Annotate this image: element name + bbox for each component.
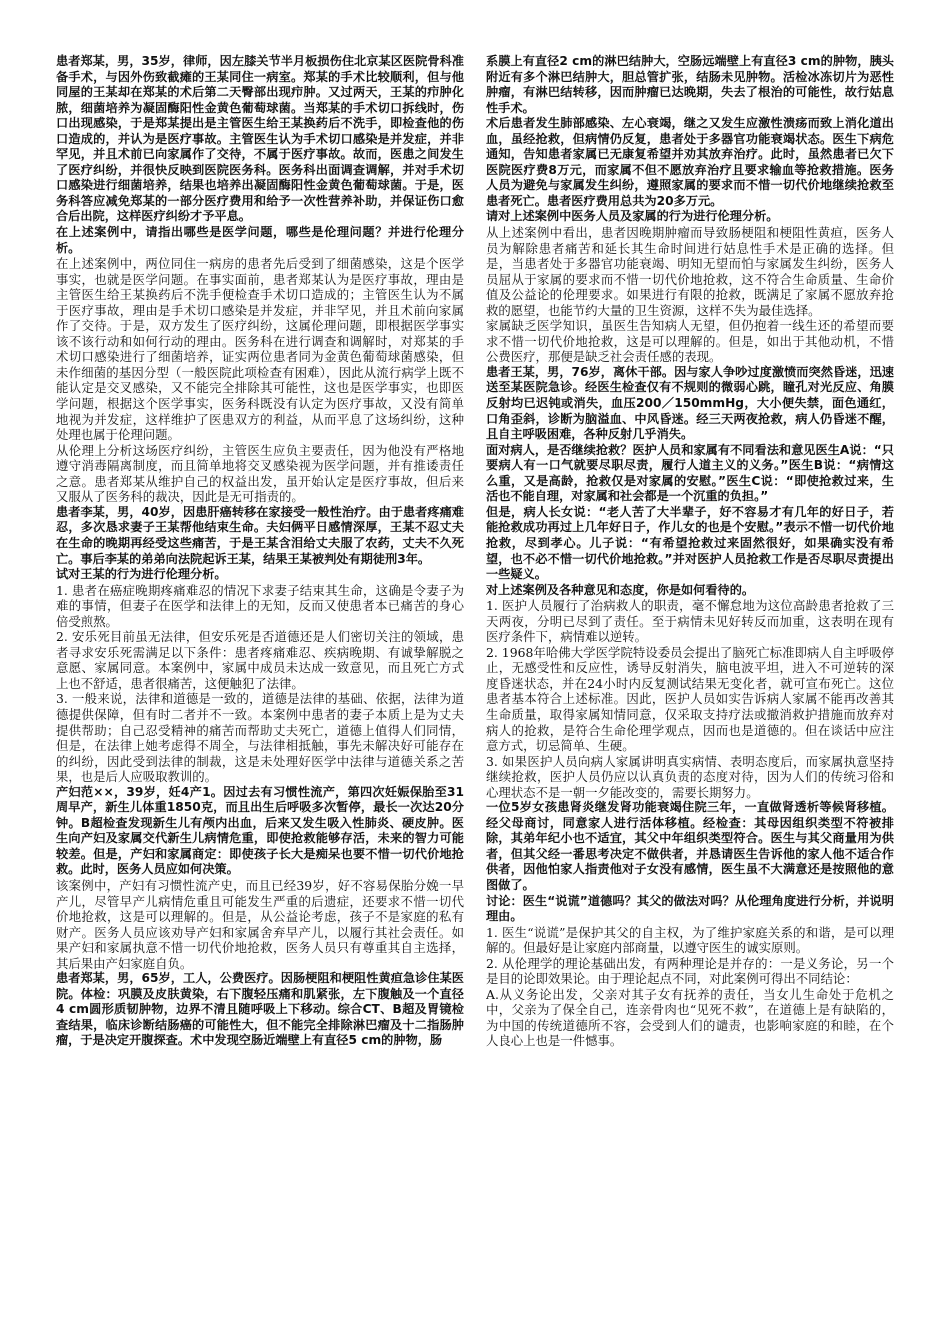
- analysis-paragraph: 该案例中，产妇有习惯性流产史，而且已经39岁，好不容易保胎分娩一早产儿，尽管早产儿病情危重且可能发生严重的后遗症，还要求不惜一切代价地抢救，这是可以理解的。但是，从公益论考虑，孩子不是家庭的私有财产。医务人员应该劝导产妇和家属舍弃早产儿，以履行其社会责任。如果产妇和家属执意不惜一切代价地抢救，医务人员只有尊重其自主选择，其后果由产妇家庭自负。: [56, 877, 464, 971]
- left-column: [56, 54, 464, 1324]
- analysis-paragraph: A.从义务论出发，父亲对其子女有抚养的责任，当女儿生命处于危机之中，父亲为了保全自己，连亲骨肉也“见死不救”，在道德上是有缺陷的，为中国的传统道德所不容，会受到人们的谴责，也影响家庭的和睦，在个人良心上也是一件憾事。: [486, 986, 894, 1049]
- case-paragraph-bold: 系膜上有直径2 cm的淋巴结肿大，空肠远端壁上有直径3 cm的肿物，胰头附近有多个淋巴结肿大，胆总管扩张，结肠未见肿物。活检冰冻切片为恶性肿瘤，有淋巴结转移，因而肿瘤已达晚期，失去了根治的可能性，故行姑息性手术。: [486, 54, 894, 115]
- right-column: [486, 54, 894, 1324]
- analysis-paragraph: 1. 医生“说谎”是保护其父的自主权，为了维护家庭关系的和谐，是可以理解的。但最好是让家庭内部商量，以遵守医生的诚实原则。: [486, 924, 894, 956]
- case-paragraph-bold: 一位5岁女孩患肾炎继发肾功能衰竭住院三年，一直做肾透析等候肾移植。经父母商讨，同意家人进行活体移植。经检查：其母因组织类型不符被排除，其弟年纪小也不适宜，其父中年组织类型符合。医生与其父商量用为供者，但其父经一番思考决定不做供者，并恳请医生告诉他的家人他不适合作供者，因他怕家人指责他对子女没有感情，医生虽不大满意还是按照他的意图做了。: [486, 800, 894, 892]
- analysis-paragraph: 2. 安乐死目前虽无法律，但安乐死是否道德还是人们密切关注的领域，患者寻求安乐死需满足以下条件：患者疼痛难忍、疾病晚期、有诚挚解脱之意愿、家属同意。本案例中，家属中成员未达成一致意见，而且死亡方式上也不舒适，患者很痛苦，这便触犯了法律。: [56, 629, 464, 691]
- case-paragraph-bold: 试对王某的行为进行伦理分析。: [56, 567, 227, 582]
- analysis-paragraph: 2. 1968年哈佛大学医学院特设委员会提出了脑死亡标准即病人自主呼吸停止，无感受性和反应性，诱导反射消失，脑电波平坦，进入不可逆转的深度昏迷状态，并在24小时内反复测试结果无变化者，就可宣布死亡。这位患者基本符合上述标准。因此，医护人员如实告诉病人家属不能再改善其生命质量，取得家属知情同意，仅采取支持疗法或撤消救护措施而放弃对病人的抢救，是符合生命伦理学观点，因而也是道德的。但在谈话中应注意方式，切忌简单、生硬。: [486, 644, 894, 754]
- case-paragraph-bold: 患者郑某，男，35岁，律师，因左膝关节半月板损伤住北京某区医院骨科准备手术，与因外伤致截瘫的王某同住一病室。郑某的手术比较顺利，但与他同屋的王某却在郑某的术后第二天臀部出现疖肿。又过两天，王某的疖肿化脓，细菌培养为凝固酶阳性金黄色葡萄球菌。当郑某的手术切口拆线时，伤口出现感染，于是郑某提出是主管医生给王某换药后不洗手，即检查他的伤口造成的，并认为是医疗事故。主管医生认为手术切口感染是并发症，并非罕见，并且术前已向家属作了交待，不属于医疗事故。故而，医患之间发生了医疗纠纷，并很快反映到医院医务科。医务科出面调查调解，并对手术切口感染进行细菌培养，结果也培养出凝固酶阳性金黄色葡萄球菌。于是，医务科答应减免郑某的一部分医疗费用和给予一次性营养补助，并保证伤口愈合后出院，这样医疗纠纷才予平息。: [56, 54, 464, 224]
- analysis-paragraph: 1. 医护人员履行了治病救人的职责，毫不懈怠地为这位高龄患者抢救了三天两夜，分明已尽到了责任。至于病情未见好转反而加重，这表明在现有医疗条件下，病情难以逆转。: [486, 598, 894, 645]
- case-paragraph-bold: 对上述案例及各种意见和态度，你是如何看待的。: [486, 582, 755, 597]
- analysis-paragraph: 从上述案例中看出，患者因晚期肿瘤而导致肠梗阻和梗阻性黄疸，医务人员为解除患者痛苦和延长其生命时间进行姑息性手术是正确的选择。但是，当患者处于多器官功能衰竭、明知无望而怕与家属发生纠纷，医务人员屈从于家属的要求而不惜一切代价地抢救，这不符合生命质量、生命价值及公益论的伦理要求。如果进行有限的抢救，既满足了家属不愿放弃抢救的愿望，也能节约大量的卫生资源，这样不失为最佳选择。: [486, 225, 894, 318]
- case-paragraph-bold: 在上述案例中，请指出哪些是医学问题，哪些是伦理问题？并进行伦理分析。: [56, 225, 464, 255]
- analysis-paragraph: 3. 如果医护人员向病人家属讲明真实病情、表明态度后，而家属执意坚持继续抢救，医护人员仍应以认真负责的态度对待，因为人们的传统习俗和心理状态不是一朝一夕能改变的，需要长期努力。: [486, 753, 894, 800]
- analysis-paragraph: 3. 一般来说，法律和道德是一致的，道德是法律的基础、依据，法律为道德提供保障，但有时二者并不一致。本案例中患者的妻子本质上是为丈夫提供帮助；自己忍受精神的痛苦而帮助丈夫死亡，道德上值得人们同情，但是，在法律上她考虑得不周全，与法律相抵触，事先未解决好可能存在的纠纷，因此受到法律的制裁，这是未处理好医学中法律与道德关系之苦果，也是后人应吸取教训的。: [56, 691, 464, 785]
- case-paragraph-bold: 但是，病人长女说：“老人苦了大半辈子，好不容易才有几年的好日子，若能抢救成功再过上几年好日子，作儿女的也是个安慰。”表示不惜一切代价地抢救，尽到孝心。儿子说：“有希望抢救过来固然很好，如果确实没有希望，也不必不惜一切代价地抢救。”并对医护人员抢救工作是否尽职尽责提出一些疑义。: [486, 504, 894, 582]
- case-paragraph-bold: 讨论：医生“说谎”道德吗？其父的做法对吗？从伦理角度进行分析，并说明理由。: [486, 893, 894, 924]
- case-paragraph-bold: 患者李某，男，40岁，因患肝癌转移在家接受一般性治疗。由于患者疼痛难忍，多次恳求妻子王某帮他结束生命。夫妇俩平日感情深厚，王某不忍丈夫在生命的晚期再经受这些痛苦，于是王某含泪给丈夫服了农药，丈夫不久死亡。事后李某的弟弟向法院起诉王某，结果王某被判处有期徒刑3年。: [56, 504, 464, 566]
- case-paragraph-bold: 患者郑某，男，65岁，工人，公费医疗。因肠梗阻和梗阻性黄疸急诊住某医院。体检：巩膜及皮肤黄染，右下腹轻压痛和肌紧张，左下腹触及一个直径4 cm圆形质韧肿物，边界不清且随呼吸上下移动。综合CT、B超及胃镜检查结果，临床诊断结肠癌的可能性大，但不能完全排除淋巴瘤及十二指肠肿瘤，于是决定开腹探查。术中发现空肠近端壁上有直径5 cm的肿物，肠: [56, 971, 464, 1048]
- analysis-paragraph: 在上述案例中，两位同住一病房的患者先后受到了细菌感染，这是个医学事实，也就是医学问题。在事实面前，患者郑某认为是医疗事故，理由是主管医生给王某换药后不洗手便检查手术切口造成的；主管医生认为不属于医疗事故，理由是手术切口感染是并发症，并非罕见，并且术前向家属作了交待。于是，双方发生了医疗纠纷，这属伦理问题，即根据医学事实该不该行动和如何行动的理由。医务科在进行调查和调解时，对郑某的手术切口感染进行了细菌培养，证实两位患者同为金黄色葡萄球菌感染，但未作细菌的基因分型（一般医院此项检查有困难），因此从流行病学上既不能认定是交叉感染，又不能完全排除其可能性，这也是医学事实，也即医学问题，根据这个医学事实，医务科既没有认定为医疗事故，又没有简单地视为并发症，这样维护了医患双方的利益，从而平息了这场纠纷，这种处理也属于伦理问题。: [56, 256, 464, 443]
- case-paragraph-bold: 请对上述案例中医务人员及家属的行为进行伦理分析。: [486, 209, 779, 224]
- analysis-paragraph: 家属缺乏医学知识，虽医生告知病人无望，但仍抱着一线生还的希望而要求不惜一切代价地抢救，这是可以理解的。但是，如出于其他动机，不惜公费医疗，那便是缺乏社会责任感的表现。: [486, 318, 894, 365]
- analysis-paragraph: 从伦理上分析这场医疗纠纷，主管医生应负主要责任，因为他没有严格地遵守消毒隔离制度，而且简单地将交叉感染视为医学问题，并有推诿责任之意。患者郑某从维护自己的权益出发，虽开始认定是医疗事故，但后来又服从了医务科的裁决，因此是无可指责的。: [56, 442, 464, 505]
- case-paragraph-bold: 面对病人，是否继续抢救？医护人员和家属有不同看法和意见医生A说：“只要病人有一口气就要尽职尽责，履行人道主义的义务。”医生B说：“病情这么重，又是高龄，抢救仅是对家属的安慰。”医生C说：“即使抢救过来，生活也不能自理，对家属和社会都是一个沉重的负担。”: [486, 442, 894, 504]
- analysis-paragraph: 2. 从伦理学的理论基础出发，有两种理论是并存的：一是义务论，另一个是目的论即效果论。由于理论起点不同，对此案例可得出不同结论：: [486, 955, 894, 987]
- case-paragraph-bold: 产妇范××，39岁，妊4产1。因过去有习惯性流产，第四次妊娠保胎至31周早产，新生儿体重1850克，而且出生后呼吸多次暂停，最长一次达20分钟。B超检查发现新生儿有颅内出血，后来又发生吸入性肺炎、硬皮肿。医生向产妇及家属交代新生儿病情危重，即使抢救能够存活，未来的智力可能较差。但是，产妇和家属商定：即使孩子长大是痴呆也要不惜一切代价地抢救。此时，医务人员应如何决策。: [56, 784, 464, 877]
- analysis-paragraph: 1. 患者在癌症晚期疼痛难忍的情况下求妻子结束其生命，这确是令妻子为难的事情，但妻子在医学和法律上的无知，反而又使患者本已痛苦的身心倍受煎熬。: [56, 582, 464, 629]
- case-paragraph-bold: 患者王某，男，76岁，离休干部。因与家人争吵过度激愤而突然昏迷，迅速送至某医院急诊。经医生检查仅有不规则的微弱心跳，瞳孔对光反应、角膜反射均已迟钝或消失，血压200／150mmHg，大小便失禁，面色通红，口角歪斜，诊断为脑溢血、中风昏迷。经三天两夜抢救，病人仍昏迷不醒，且自主呼吸困难，各种反射几乎消失。: [486, 364, 894, 442]
- case-paragraph-bold: 术后患者发生肺部感染、左心衰竭，继之又发生应激性溃疡而致上消化道出血，虽经抢救，但病情仍反复，患者处于多器官功能衰竭状态。医生下病危通知，告知患者家属已无康复希望并劝其放弃治疗。此时，虽然患者已欠下医院医疗费8万元，而家属不但不愿放弃治疗且要求输血等抢救措施。医务人员为避免与家属发生纠纷，遵照家属的要求而不惜一切代价地继续抢救至患者死亡。患者医疗费用总共为20多万元。: [486, 116, 894, 208]
